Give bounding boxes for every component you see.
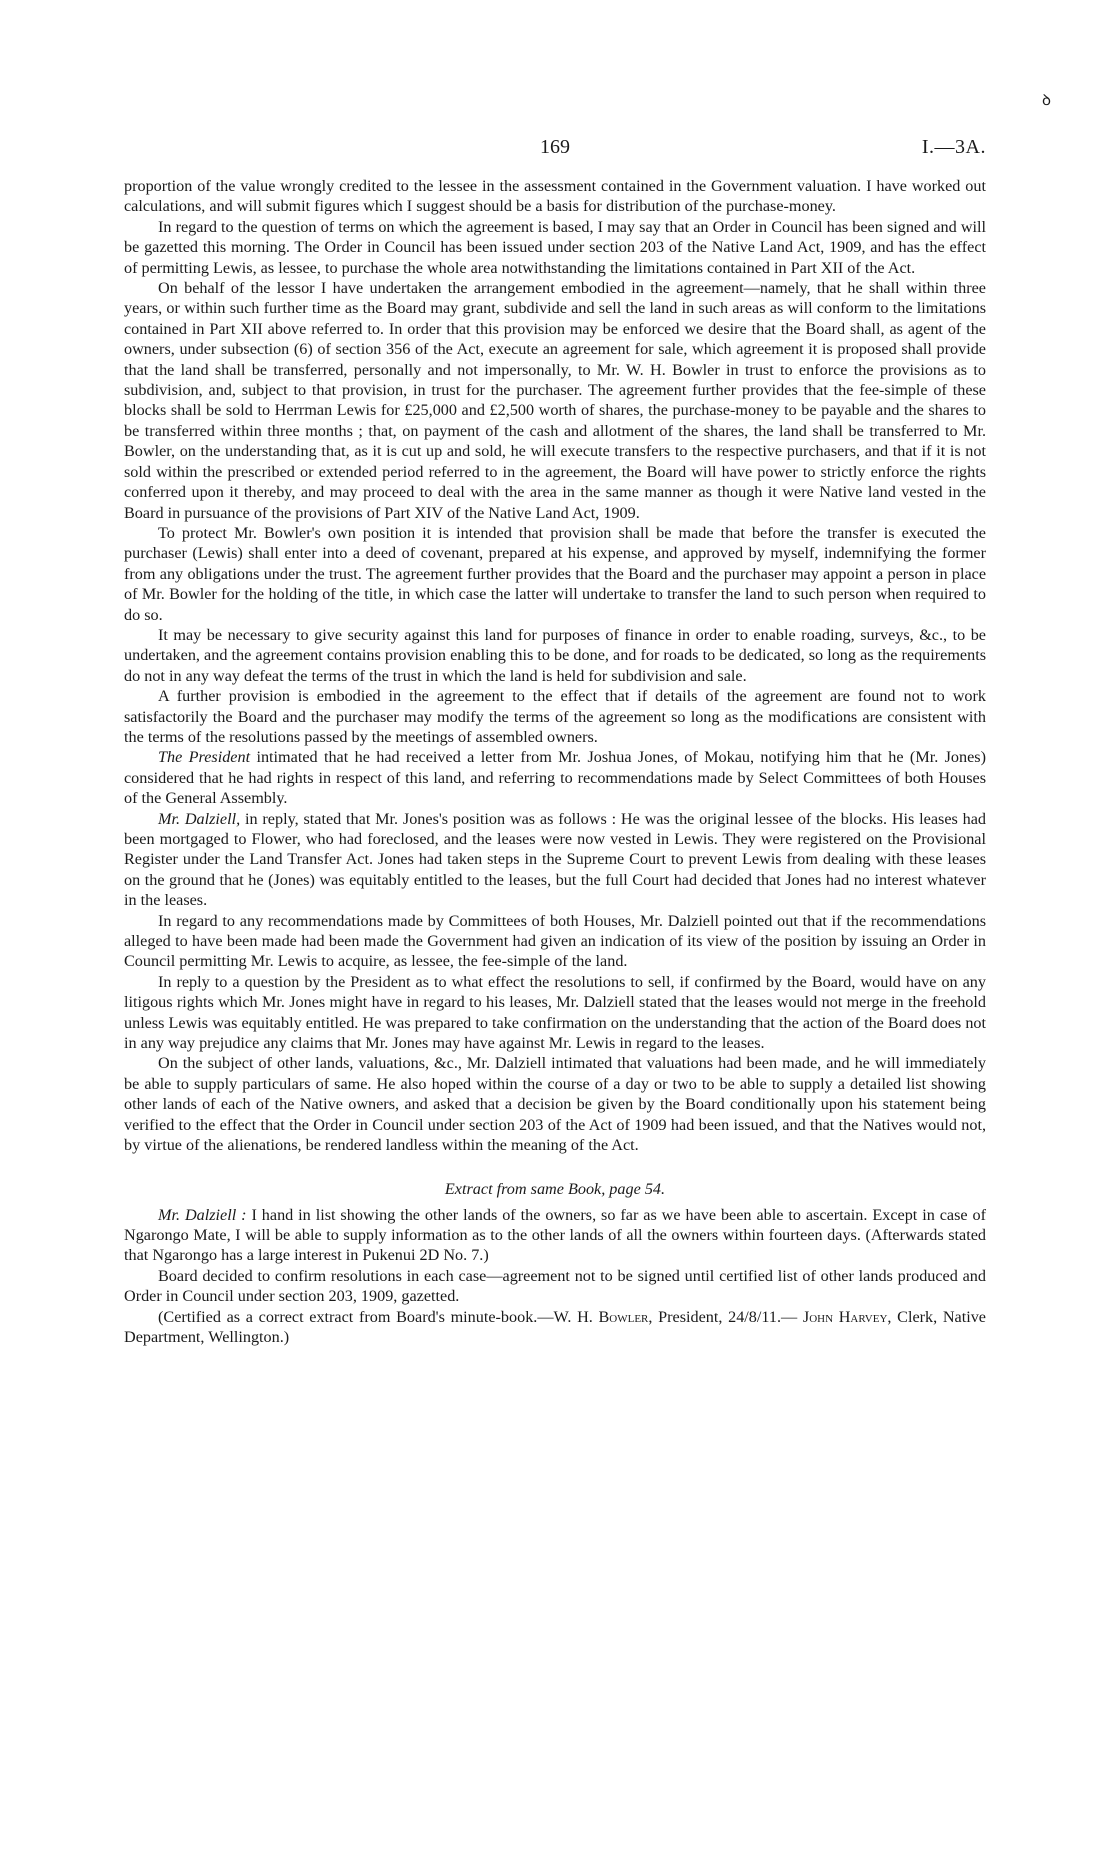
paragraph: On behalf of the lessor I have undertaken the arrangement embodied in the agreement—namely, that he shall within three years, or within such further time as the Board may grant, subdivide and sell the land in such areas as will conform to the limitations contained in Part XII above referred to. In order that this provision may be enforced we desire that the Board shall, as agent of the owners, under subsection (6) of section 356 of the Act, execute an agreement for sale, which agreement it is proposed shall provide that the land shall be transferred, personally and not impersonally, to Mr. W. H. Bowler in trust to enforce the provisions as to subdivision, and, subject to that provision, in trust for the purchaser. The agreement further provides that the fee-simple of these blocks shall be sold to Herrman Lewis for £25,000 and £2,500 worth of shares, the purchase-money to be payable and the shares to be transferred within three months ; that, on payment of the cash and allotment of the shares, the land shall be transferred to Mr. Bowler, on the understanding that, as it is cut up and sold, he will execute transfers to the respective purchasers, and that if it is not sold within the prescribed or extended period referred to in the agreement, the Board will have power to strictly enforce the rights conferred upon it thereby, and may proceed to deal with the area in the same manner as though it were Native land vested in the Board in pursuance of the provisions of Part XIV of the Native Land Act, 1909.	[124, 279, 986, 522]
speaker-name: Mr. Dalziell :	[158, 1205, 247, 1224]
paragraph: It may be necessary to give security against this land for purposes of finance in order to enable roading, surveys, &c., to be undertaken, and the agreement contains provision enabling this to be done, and for roads to be dedicated, so long as the requirements do not in any way defeat the terms of the trust in which the land is held for subdivision and sale.	[124, 625, 986, 685]
paragraph: In regard to any recommendations made by Committees of both Houses, Mr. Dalziell pointed out that if the recommendations alleged to have been made had been made the Government had given an indication of its view of the position by issuing an Order in Council permitting Mr. Lewis to acquire, as lessee, the fee-simple of the land.	[124, 911, 986, 971]
speaker-name: Mr. Dalziell,	[158, 809, 241, 828]
extract-speech	[124, 1205, 986, 1266]
paragraph: In regard to the question of terms on which the agreement is based, I may say that an Order in Council has been signed and will be gazetted this morning. The Order in Council has been issued under section 203 of the Native Land Act, 1909, and has the effect of permitting Lewis, as lessee, to purchase the whole area notwithstanding the limitations contained in Part XII of the Act.	[124, 217, 986, 277]
document-body	[124, 176, 986, 1347]
paragraph-text: I hand in list showing the other lands of the owners, so far as we have been able to ascertain. Except in case of Ngarongo Mate, I will be able to supply information as to the other lands of all the owners within fourteen days. (Afterwards stated that Ngarongo has a large interest in Pukenui 2D No. 7.)	[124, 1205, 987, 1265]
page-header	[124, 136, 986, 176]
clerk-name: John Harvey	[802, 1307, 888, 1326]
paragraph: A further provision is embodied in the agreement to the effect that if details of the agreement are found not to work satisfactorily the Board and the purchaser may modify the terms of the agreement so long as the modifications are consistent with the terms of the resolutions passed by the meetings of assembled owners.	[124, 687, 986, 746]
extract-decision: Board decided to confirm resolutions in each case—agreement not to be signed until certified list of other lands produced and Order in Council under section 203, 1909, gazetted.	[124, 1266, 986, 1306]
paragraph-text: intimated that he had received a letter from Mr. Joshua Jones, of Mokau, notifying him that he (Mr. Jones) considered that he had rights in respect of this land, and referring to recommendations made by Select Committees of both Houses of the General Assembly.	[124, 748, 986, 808]
certification-president-suffix: , President, 24/8/11.—	[648, 1307, 798, 1326]
corner-mark: ꝺ	[1042, 93, 1051, 109]
paper-reference: I.—3A.	[921, 136, 986, 158]
president-name: Bowler	[598, 1307, 649, 1326]
certification	[124, 1307, 986, 1348]
paragraph: In reply to a question by the President as to what effect the resolutions to sell, if confirmed by the Board, would have on any litigous rights which Mr. Jones might have in regard to his leases, Mr. Dalziell stated that the leases would not merge in the freehold unless Lewis was equitably entitled. He was prepared to take confirmation on the understanding that the action of the Board does not in any way prejudice any claims that Mr. Jones may have against Mr. Lewis in regard to the leases.	[124, 972, 986, 1053]
paragraph: On the subject of other lands, valuations, &c., Mr. Dalziell intimated that valuations had been made, and he will immediately be able to supply particulars of same. He also hoped within the course of a day or two to be able to supply a detailed list showing other lands of each of the Native owners, and asked that a decision be given by the Board conditionally upon his statement being verified to the effect that the Order in Council under section 203 of the Act of 1909 had been issued, and that the Natives would not, by virtue of the alienations, be rendered landless within the meaning of the Act.	[124, 1054, 986, 1155]
certification-clerk-suffix: , Clerk, Native Department, Wellington.)	[124, 1307, 986, 1346]
document-page	[124, 136, 986, 1347]
speaker-name: The President	[158, 748, 251, 767]
paragraph: proportion of the value wrongly credited to the lessee in the assessment contained in the Government valuation. I have worked out calculations, and will submit figures which I suggest should be a basis for distribution of the purchase-money.	[124, 177, 986, 216]
paragraph-dalziell	[124, 809, 986, 911]
extract-title: Extract from same Book, page 54.	[444, 1179, 666, 1198]
page-number: 169	[540, 136, 570, 158]
paragraph-text: in reply, stated that Mr. Jones's position was as follows : He was the original lessee of the blocks. His leases had been mortgaged to Flower, who had foreclosed, and the leases were now vested in Lewis. They were registered on the Provisional Register under the Land Transfer Act. Jones had taken steps in the Supreme Court to prevent Lewis from dealing with these leases on the ground that he (Jones) was equitably entitled to the leases, but the full Court had decided that Jones had no interest whatever in the leases.	[124, 809, 987, 910]
certification-prefix: (Certified as a correct extract from Board's minute-book.—W. H.	[158, 1307, 599, 1326]
paragraph: To protect Mr. Bowler's own position it is intended that provision shall be made that before the transfer is executed the purchaser (Lewis) shall enter into a deed of covenant, prepared at his expense, and approved by myself, indemnifying the former from any obligations under the trust. The agreement further provides that the Board and the purchaser may appoint a person in place of Mr. Bowler for the holding of the title, in which case the latter will undertake to transfer the land to such person when required to do so.	[124, 523, 986, 624]
paragraph-president	[124, 747, 986, 808]
